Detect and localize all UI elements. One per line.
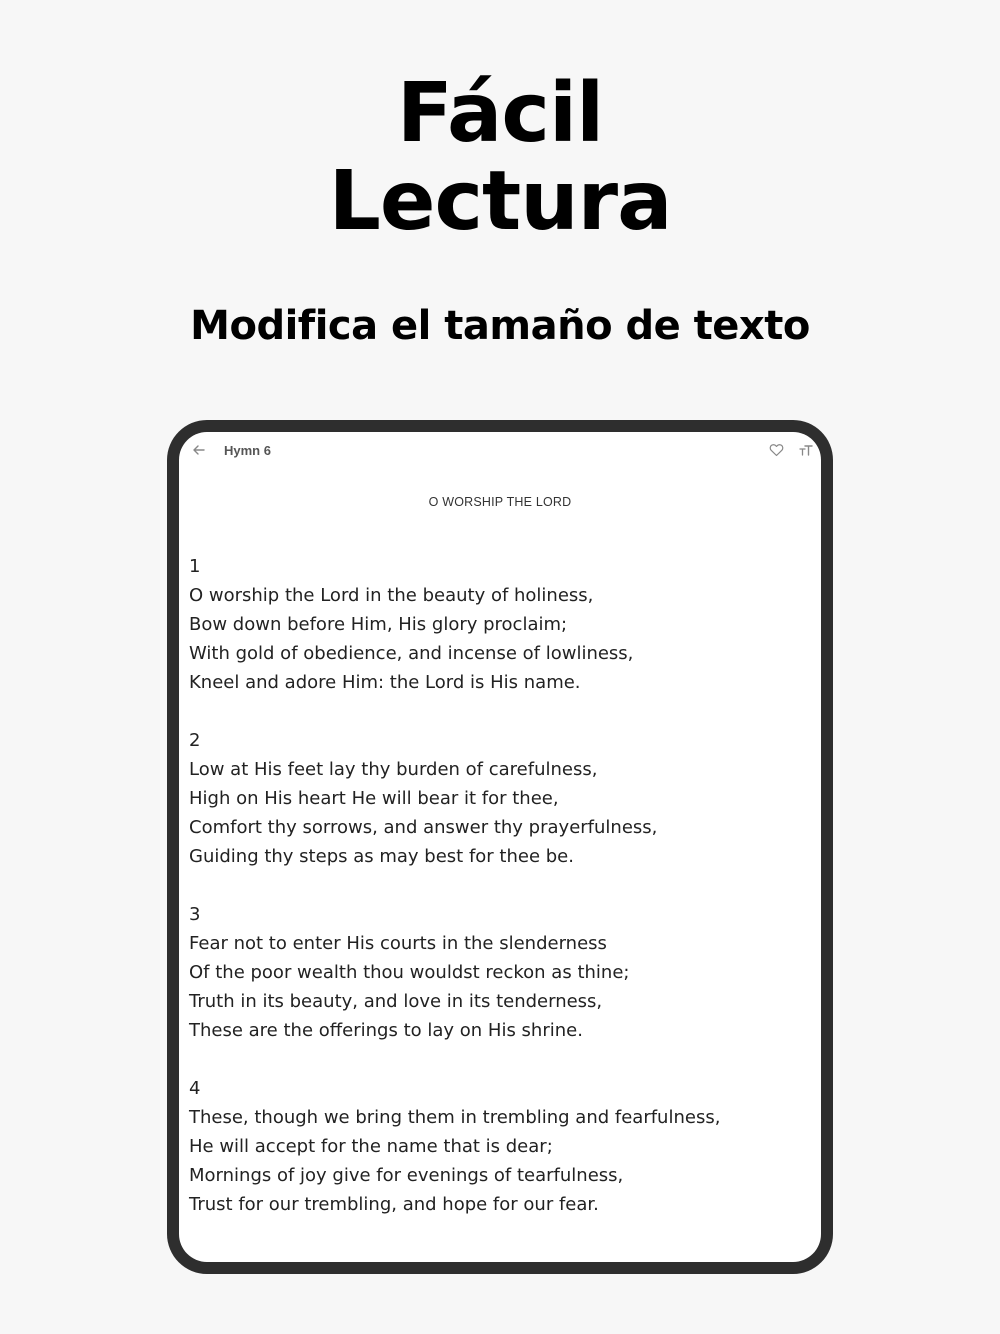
verse-line: Comfort thy sorrows, and answer thy prayerfulness,: [189, 817, 658, 838]
verse: [189, 900, 809, 1045]
favorite-button[interactable]: [767, 441, 785, 459]
verse-line: Kneel and adore Him: the Lord is His name.: [189, 672, 581, 693]
app-top-bar: [179, 432, 821, 468]
verse-number: 2: [189, 730, 201, 751]
verse-line: These, though we bring them in trembling and fearfulness,: [189, 1107, 721, 1128]
tablet-screen: [179, 432, 821, 1262]
verse-line: These are the offerings to lay on His shrine.: [189, 1020, 583, 1041]
subheadline: Modifica el tamaño de texto: [190, 303, 810, 349]
verse-line: Guiding thy steps as may best for thee be.: [189, 846, 574, 867]
verse-line: Mornings of joy give for evenings of tearfulness,: [189, 1165, 624, 1186]
verse-line: Of the poor wealth thou wouldst reckon as thine;: [189, 962, 630, 983]
hymn-number-title: Hymn 6: [224, 443, 271, 458]
headline-line-1: Fácil: [396, 66, 604, 161]
text-size-icon: [799, 444, 813, 456]
heart-outline-icon: [769, 443, 784, 457]
text-size-button[interactable]: [797, 441, 815, 459]
headline-line-2: Lectura: [328, 154, 672, 249]
verse-line: O worship the Lord in the beauty of holiness,: [189, 585, 594, 606]
verse-number: 1: [189, 556, 201, 577]
hymn-title: O WORSHIP THE LORD: [428, 495, 572, 509]
hymn-verses: [189, 552, 809, 1248]
verse-line: Low at His feet lay thy burden of carefulness,: [189, 759, 598, 780]
verse: [189, 726, 809, 871]
headline: [0, 66, 1000, 249]
verse-line: Fear not to enter His courts in the slenderness: [189, 933, 607, 954]
arrow-left-icon: [192, 443, 206, 457]
verse-line: Truth in its beauty, and love in its tenderness,: [189, 991, 603, 1012]
tablet-frame: [167, 420, 833, 1274]
verse-line: Bow down before Him, His glory proclaim;: [189, 614, 568, 635]
verse-number: 3: [189, 904, 201, 925]
verse: [189, 552, 809, 697]
verse-line: Trust for our trembling, and hope for our fear.: [189, 1194, 599, 1215]
back-button[interactable]: [189, 440, 209, 460]
verse-line: With gold of obedience, and incense of lowliness,: [189, 643, 634, 664]
verse-line: He will accept for the name that is dear;: [189, 1136, 553, 1157]
verse-number: 4: [189, 1078, 201, 1099]
verse: [189, 1074, 809, 1219]
verse-line: High on His heart He will bear it for thee,: [189, 788, 559, 809]
